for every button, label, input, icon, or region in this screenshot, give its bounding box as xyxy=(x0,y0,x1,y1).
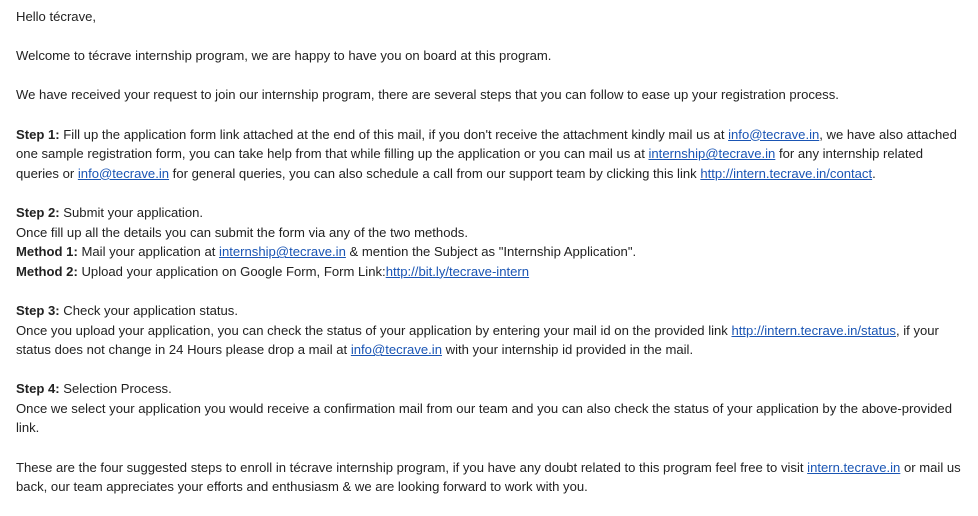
closing-text: These are the four suggested steps to enroll in técrave internship program, if you have any doubt related to this program feel free to visit xyxy=(16,459,808,475)
internship-email-link[interactable]: internship@tecrave.in xyxy=(219,244,346,260)
intern-site-link[interactable]: intern.tecrave.in xyxy=(807,459,901,475)
method-1-line xyxy=(16,242,966,262)
method-1-text: & mention the Subject as "Internship Application". xyxy=(345,244,637,260)
step-1-paragraph xyxy=(16,125,966,184)
step-3-title: Check your application status. xyxy=(59,302,238,318)
step-4-description: Once we select your application you would receive a confirmation mail from our team and you can also check the status of your application by the above-provided link. xyxy=(16,400,952,436)
step-3-title-line xyxy=(16,301,966,321)
step-2-label: Step 2: xyxy=(16,204,60,220)
step-1-text: for general queries, you can also schedule a call from our support team by clicking this link xyxy=(169,165,701,181)
greeting: Hello técrave, xyxy=(16,9,97,24)
step-3-text: with your internship id provided in the mail. xyxy=(442,342,694,358)
contact-link[interactable]: http://intern.tecrave.in/contact xyxy=(700,165,873,181)
info-email-link[interactable]: info@tecrave.in xyxy=(350,342,442,358)
step-3-label: Step 3: xyxy=(16,302,60,318)
step-2-description: Once fill up all the details you can submit the form via any of the two methods. xyxy=(16,224,468,240)
internship-email-link[interactable]: internship@tecrave.in xyxy=(648,146,776,162)
step-2-title: Submit your application. xyxy=(59,204,204,220)
step-3-text: Once you upload your application, you can check the status of your application by entering your mail id on the provided link xyxy=(16,322,732,338)
step-2-title-line xyxy=(16,203,966,223)
step-1-label: Step 1: xyxy=(16,126,60,142)
step-4-title: Selection Process. xyxy=(59,381,172,397)
closing-paragraph xyxy=(16,458,966,497)
step-4-label: Step 4: xyxy=(16,381,60,397)
method-1-label: Method 1: xyxy=(16,244,78,260)
welcome-paragraph: Welcome to técrave internship program, we are happy to have you on board at this program. xyxy=(16,48,552,64)
info-email-link[interactable]: info@tecrave.in xyxy=(728,126,820,142)
step-3-description xyxy=(16,321,966,360)
method-1-text: Mail your application at xyxy=(77,244,220,260)
email-body xyxy=(16,7,966,516)
step-1-text: . xyxy=(872,165,876,181)
step-3-paragraph xyxy=(16,301,966,360)
method-2-text: Upload your application on Google Form, Form Link: xyxy=(77,263,386,279)
step-4-title-line xyxy=(16,379,966,399)
step-1-text: for any internship related queries or xyxy=(16,146,924,181)
step-1-text: Fill up the application form link attached at the end of this mail, if you don't receive the attachment kindly mail us at xyxy=(59,126,729,142)
step-4-paragraph xyxy=(16,379,966,438)
status-link[interactable]: http://intern.tecrave.in/status xyxy=(731,322,896,338)
closing-text: or mail us back, our team appreciates your efforts and enthusiasm & we are looking forward to work with you. xyxy=(16,459,961,495)
step-3-text: , if your status does not change in 24 Hours please drop a mail at xyxy=(16,322,939,358)
method-2-label: Method 2: xyxy=(16,263,78,279)
received-paragraph: We have received your request to join our internship program, there are several steps that you can follow to ease up your registration process. xyxy=(16,87,839,103)
info-email-link[interactable]: info@tecrave.in xyxy=(77,165,170,181)
google-form-link[interactable]: http://bit.ly/tecrave-intern xyxy=(385,263,530,279)
method-2-line xyxy=(16,262,966,282)
step-1-text: , we have also attached one sample registration form, you can take help from that while filling up the application or you can mail us at xyxy=(16,126,957,162)
step-2-paragraph xyxy=(16,203,966,281)
